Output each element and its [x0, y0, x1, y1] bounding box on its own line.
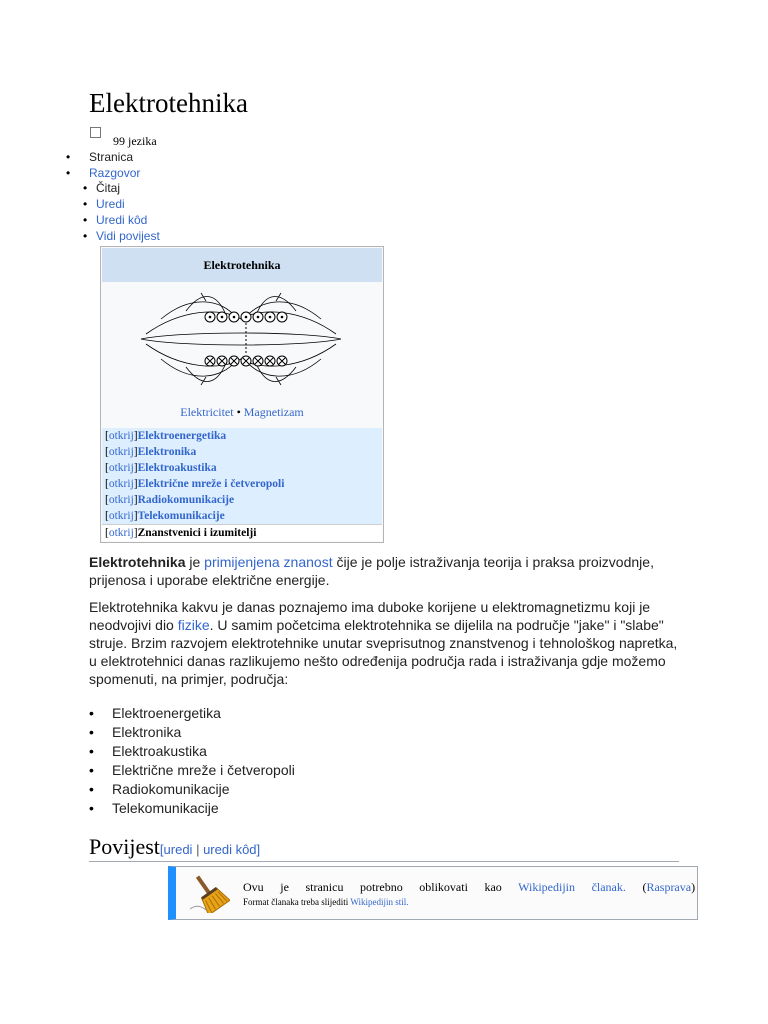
nav-topic-link[interactable]: Telekomunikacije	[137, 510, 225, 522]
notice-subtext	[243, 897, 408, 907]
nav-topic-link[interactable]: Električne mreže i četveropoli	[137, 478, 285, 490]
nav-row: [otkrij]Znanstvenici i izumitelji	[102, 524, 382, 541]
link-wikipedijin-clanak[interactable]: Wikipedijin	[518, 880, 575, 894]
paren: )	[691, 880, 696, 894]
tab-stranica[interactable]: • Stranica	[89, 150, 133, 164]
nav-row: [otkrij]Električne mreže i četveropoli	[102, 476, 382, 492]
edit-separator: |	[192, 842, 204, 857]
toggle-link[interactable]: otkrij	[108, 494, 134, 506]
toggle-link[interactable]: otkrij	[108, 527, 134, 539]
list-item: • Elektroakustika	[89, 742, 295, 761]
body-text: Elektrotehnika kakvu je danas poznajemo ima duboke korijene u elektromagnetizmu koji je neodvojivi dio	[89, 599, 651, 633]
nav-row: [otkrij]Telekomunikacije	[102, 508, 382, 524]
toggle-link[interactable]: otkrij	[108, 478, 134, 490]
section-heading-povijest	[89, 834, 679, 862]
notice-word: stranicu	[305, 880, 344, 894]
nav-topic-link[interactable]: Elektroenergetika	[137, 430, 227, 442]
tab-razgovor[interactable]: • Razgovor	[89, 166, 140, 180]
intro-paragraph	[89, 553, 679, 589]
link-fizike[interactable]: fizike	[177, 617, 210, 633]
tab-citaj[interactable]: • Čitaj	[96, 181, 120, 195]
edit-source-link[interactable]: uredi kôd	[203, 842, 257, 857]
body-paragraph	[89, 598, 679, 688]
link-rasprava[interactable]: Rasprava	[646, 880, 692, 894]
notice-word: kao	[484, 880, 502, 894]
infobox-caption	[101, 405, 383, 420]
edit-link[interactable]: uredi	[163, 842, 193, 857]
link-wikipedijin-clanak[interactable]: članak.	[591, 880, 626, 894]
tab-uredi-kod[interactable]: • Uredi kôd	[96, 213, 147, 227]
infobox-title: Elektrotehnika	[102, 248, 382, 282]
intro-text: čije je polje istraživanja teorija i praksa proizvodnje, prijenosa i uporabe električne energije.	[89, 554, 654, 588]
page-title: Elektrotehnika	[89, 88, 248, 118]
tab-uredi[interactable]: • Uredi	[96, 197, 125, 211]
list-item: • Elektroenergetika	[89, 704, 295, 723]
intro-bold-term: Elektrotehnika	[89, 554, 186, 570]
list-item: • Radiokomunikacije	[89, 780, 295, 799]
toggle-link[interactable]: otkrij	[108, 446, 134, 458]
electromagnet-field-diagram[interactable]	[141, 289, 341, 389]
notice-word: je	[280, 880, 289, 894]
nav-topic-link[interactable]: Elektroakustika	[137, 462, 217, 474]
nav-row: [otkrij]Radiokomunikacije	[102, 492, 382, 508]
nav-topic-link[interactable]: Znanstvenici i izumitelji	[137, 527, 257, 539]
toggle-link[interactable]: otkrij	[108, 430, 134, 442]
nav-row: [otkrij]Elektronika	[102, 444, 382, 460]
languages-checkbox-icon[interactable]	[90, 127, 101, 138]
notice-message	[243, 880, 695, 895]
caption-separator: •	[236, 405, 241, 419]
notice-word: potrebno	[360, 880, 403, 894]
list-item: • Elektronika	[89, 723, 295, 742]
bracket: [	[159, 842, 164, 857]
paren: (	[642, 880, 647, 894]
list-item: • Električne mreže i četveropoli	[89, 761, 295, 780]
cleanup-notice	[168, 866, 698, 920]
nav-topic-link[interactable]: Elektronika	[137, 446, 197, 458]
link-wikipedijin-stil[interactable]: Wikipedijin stil.	[350, 897, 409, 907]
notice-subtext-label: Format članaka treba slijediti	[243, 897, 351, 907]
infobox	[100, 246, 384, 543]
bracket: ]	[256, 842, 261, 857]
link-magnetizam[interactable]: Magnetizam	[243, 405, 304, 419]
broom-icon	[188, 873, 230, 913]
areas-list	[89, 704, 295, 818]
section-title: Povijest	[89, 834, 160, 859]
notice-word: Ovu	[243, 880, 264, 894]
nav-row: [otkrij]Elektroenergetika	[102, 428, 382, 444]
nav-row: [otkrij]Elektroakustika	[102, 460, 382, 476]
list-item: • Telekomunikacije	[89, 799, 295, 818]
nav-topic-link[interactable]: Radiokomunikacije	[137, 494, 235, 506]
toggle-link[interactable]: otkrij	[108, 462, 134, 474]
link-elektricitet[interactable]: Elektricitet	[180, 405, 234, 419]
languages-button[interactable]: 99 jezika	[113, 134, 157, 148]
link-primijenjena-znanost[interactable]: primijenjena znanost	[204, 554, 333, 570]
notice-word: oblikovati	[419, 880, 468, 894]
section-edit-links	[160, 842, 260, 857]
tab-vidi-povijest[interactable]: • Vidi povijest	[96, 229, 160, 243]
intro-text: je	[185, 554, 205, 570]
toggle-link[interactable]: otkrij	[108, 510, 134, 522]
infobox-nav	[102, 428, 382, 541]
body-text: . U samim početcima elektrotehnika se dijelila na područje "jake" i "slabe" struje. Brzim razvojem elektrotehnike unutar sveprisutnog znanstvenog i tehnološkog napretka, u elektrotehnici danas razlikujemo nešto određenija područja rada i istraživanja gdje možemo spomenuti, na primjer, područja:	[89, 617, 678, 687]
